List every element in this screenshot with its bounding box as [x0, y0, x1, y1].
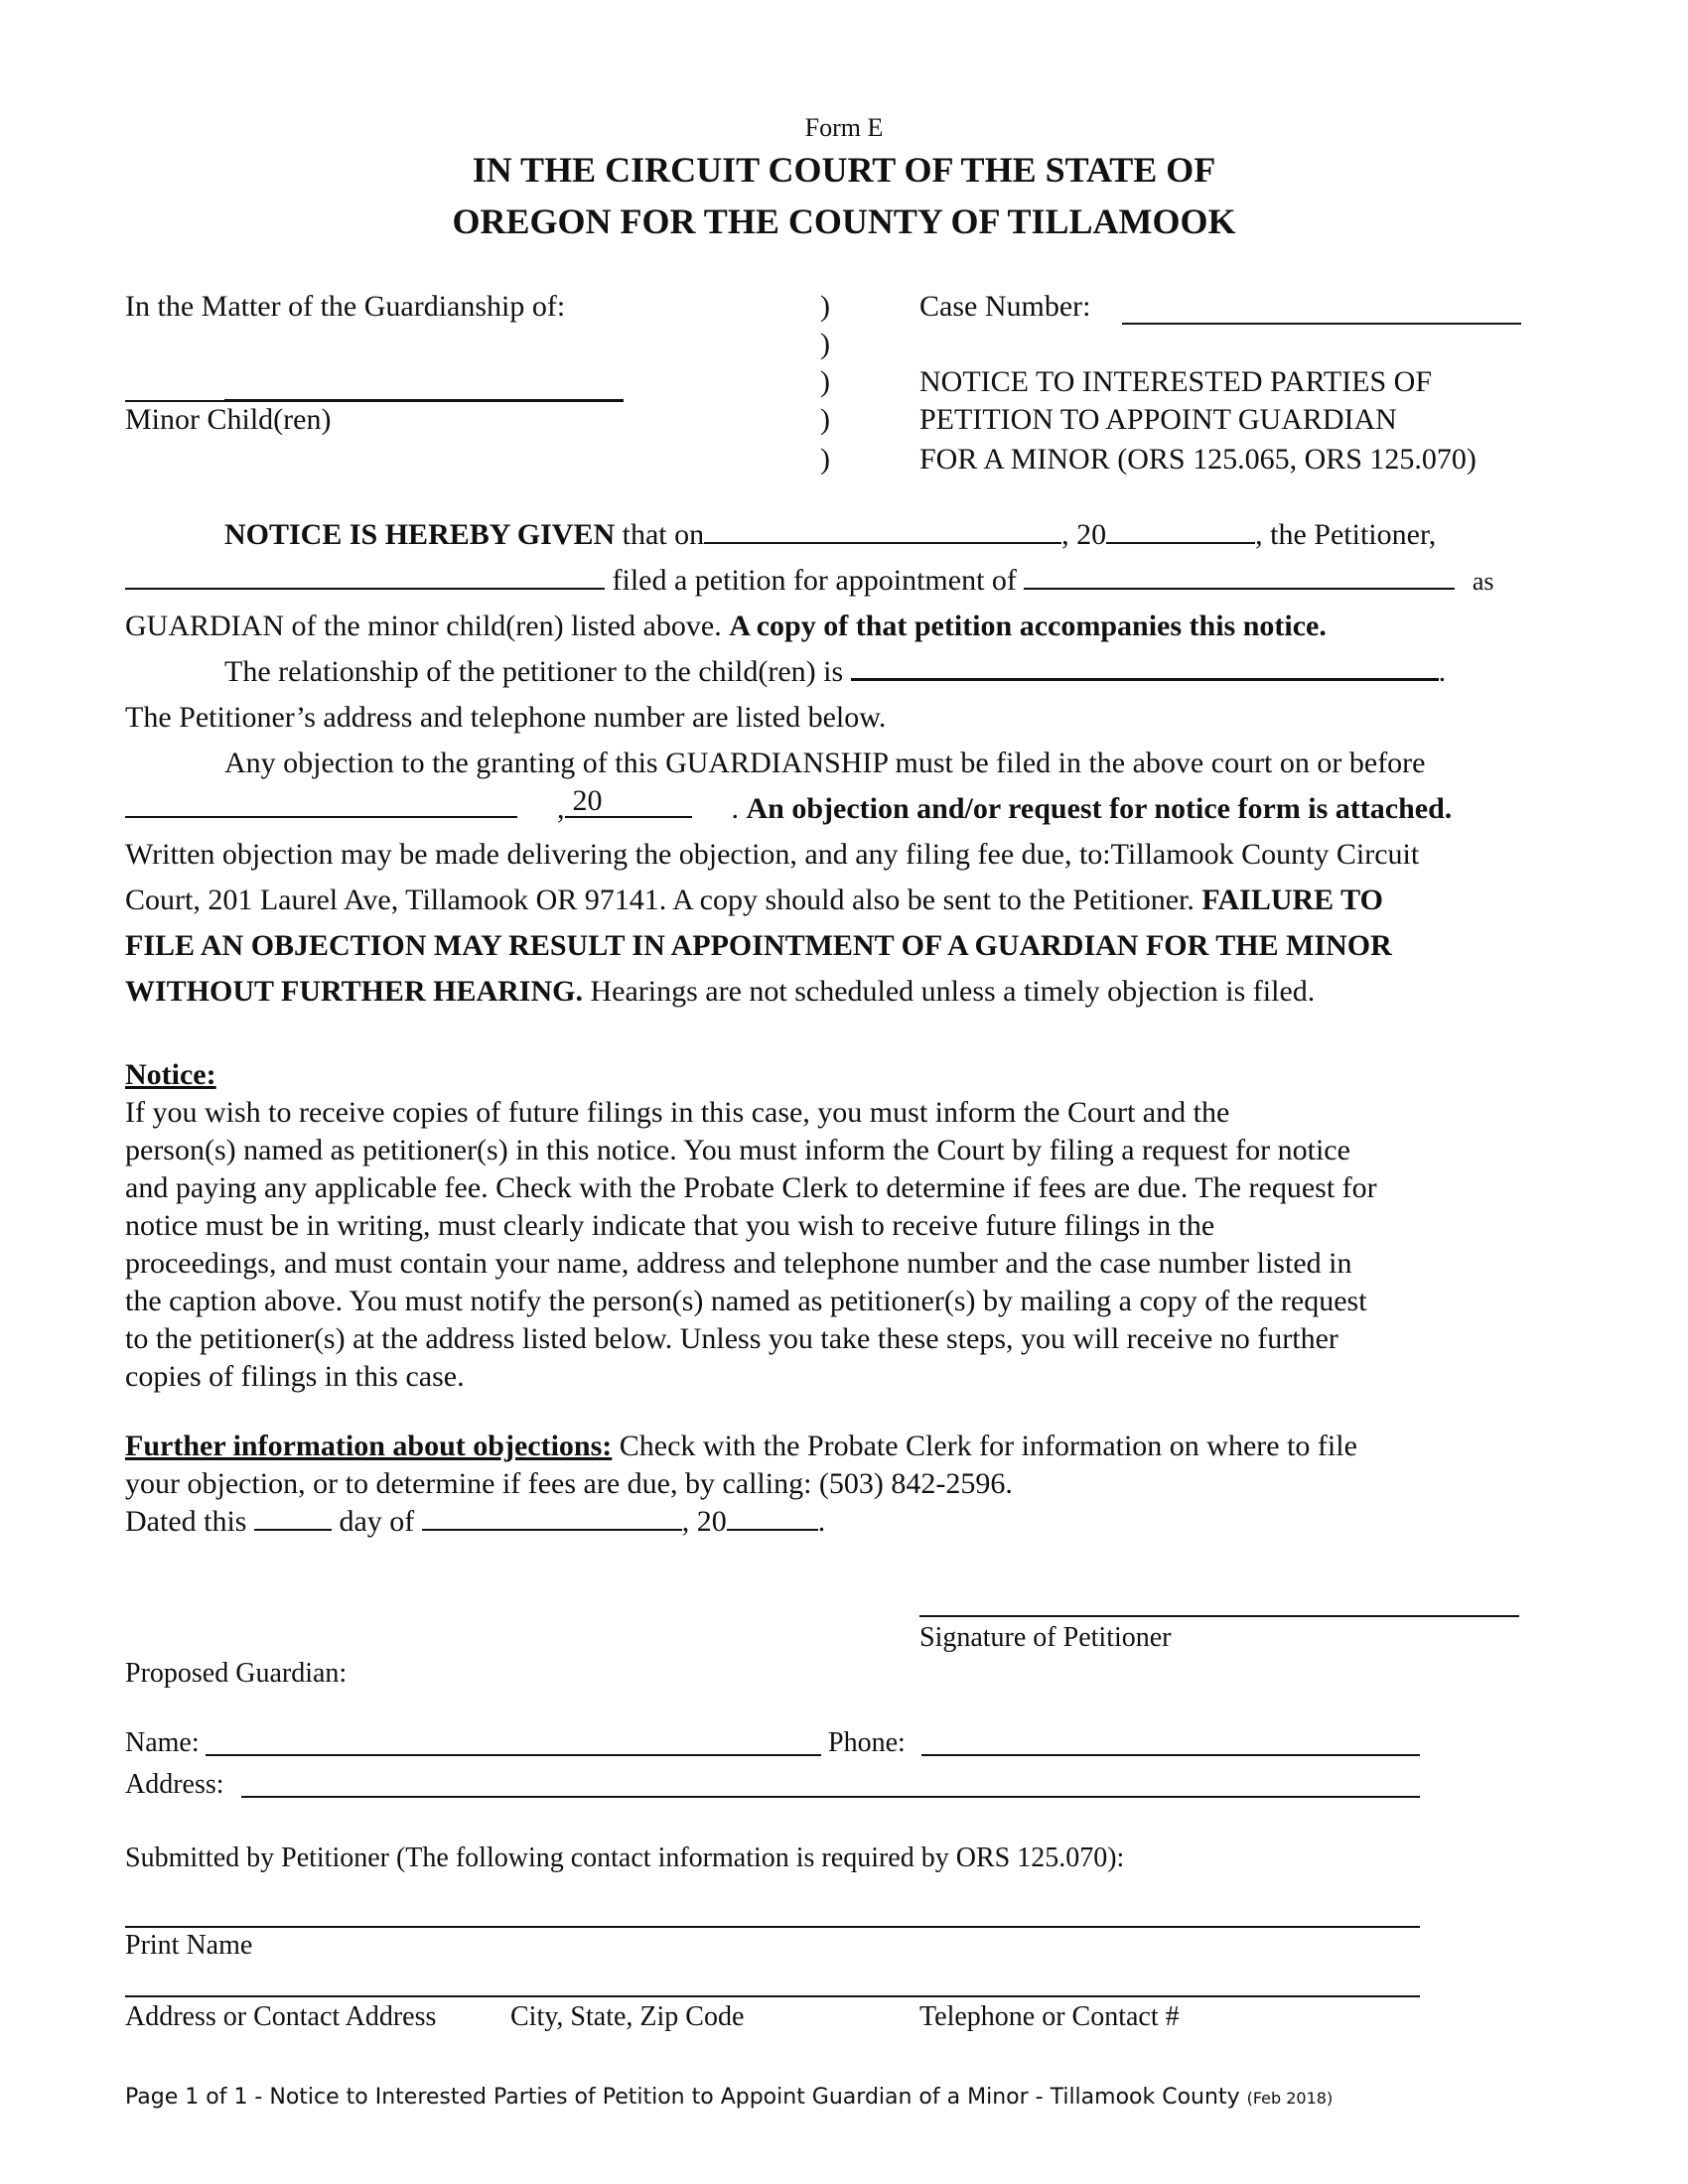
footer-text: Page 1 of 1 - Notice to Interested Parties of Petition to Appoint Guardian of a Minor - Tillamook County	[125, 2085, 1240, 2110]
notice-heading: Notice:	[125, 1058, 216, 1091]
petitioner-signature-field[interactable]	[919, 1615, 1519, 1617]
city-state-zip-label: City, State, Zip Code	[510, 2001, 745, 2032]
guardian-address-field[interactable]	[241, 1796, 1420, 1798]
comma: ,	[557, 792, 565, 825]
further-heading: Further information about objections:	[125, 1430, 613, 1462]
notice-paragraph-line: person(s) named as petitioner(s) in this notice. You must inform the Court by filing a request for notice	[125, 1134, 1350, 1166]
failure-to: FAILURE TO	[1201, 884, 1383, 916]
page-footer	[125, 2085, 1333, 2110]
as-text: as	[1472, 567, 1494, 596]
year-prefix: , 20	[1061, 518, 1107, 551]
minor-name-field[interactable]	[224, 399, 624, 402]
without-hearing: WITHOUT FURTHER HEARING.	[125, 975, 583, 1008]
notice-line-7	[125, 784, 1453, 826]
address-note: The Petitioner’s address and telephone number are listed below.	[125, 701, 887, 734]
caption-paren: )	[820, 365, 830, 398]
written-objection: Written objection may be made delivering the objection, and any filing fee due, to:Tillamook County Circuit	[125, 838, 1420, 871]
form-label: Form E	[804, 113, 884, 142]
notice-paragraph-line: to the petitioner(s) at the address listed below. Unless you take these steps, you will receive no further	[125, 1322, 1338, 1355]
notice-line-2	[125, 564, 1494, 598]
petitioner-name-field[interactable]	[125, 587, 605, 590]
notice-paragraph-line: copies of filings in this case.	[125, 1360, 465, 1393]
address-contact-label: Address or Contact Address	[125, 2001, 437, 2032]
minor-name-line-light	[125, 400, 224, 402]
filing-date-field[interactable]	[704, 541, 1061, 544]
address-label: Address:	[125, 1769, 224, 1800]
notice-paragraph-line: and paying any applicable fee. Check with the Probate Clerk to determine if fees are due. The request for	[125, 1171, 1377, 1204]
notice-line-1	[224, 518, 1436, 552]
petitioner-text: , the Petitioner,	[1255, 518, 1437, 551]
notice-line-4	[224, 655, 1446, 689]
dated-this: Dated this	[125, 1505, 247, 1538]
notice-paragraph-line: notice must be in writing, must clearly indicate that you wish to receive future filings in the	[125, 1209, 1215, 1242]
case-number-label: Case Number:	[919, 290, 1091, 323]
notice-line-3	[125, 610, 1327, 643]
telephone-label: Telephone or Contact #	[919, 2001, 1180, 2032]
dated-line	[125, 1505, 825, 1539]
day-of: day of	[339, 1505, 415, 1538]
guardian-phone-field[interactable]	[921, 1754, 1420, 1756]
notice-paragraph-line: the caption above. You must notify the person(s) named as petitioner(s) by mailing a copy of the request	[125, 1285, 1367, 1317]
further-line-1	[125, 1430, 1357, 1463]
relationship-field[interactable]	[851, 677, 1439, 681]
notice-line-11	[125, 975, 1315, 1009]
hearings-text: Hearings are not scheduled unless a timely objection is filed.	[590, 975, 1316, 1008]
further-line-2: your objection, or to determine if fees are due, by calling: (503) 842-2596.	[125, 1467, 1013, 1500]
matter-label: In the Matter of the Guardianship of:	[125, 290, 566, 323]
objection-year-field[interactable]	[565, 784, 692, 818]
submitted-label: Submitted by Petitioner (The following contact information is required by ORS 125.070):	[125, 1843, 1125, 1873]
relationship-end: .	[1438, 655, 1447, 688]
caption-paren: )	[820, 328, 830, 360]
phone-label: Phone:	[828, 1727, 906, 1758]
proposed-guardian-field[interactable]	[1024, 587, 1455, 590]
notice-paragraph-line: proceedings, and must contain your name, address and telephone number and the case number listed in	[125, 1247, 1352, 1280]
court-address: Court, 201 Laurel Ave, Tillamook OR 97141. A copy should also be sent to the Petitioner.	[125, 884, 1195, 916]
guardian-name-field[interactable]	[206, 1754, 821, 1756]
notice-title-2: PETITION TO APPOINT GUARDIAN	[919, 403, 1397, 436]
signature-label: Signature of Petitioner	[919, 1622, 1172, 1653]
that-on: that on	[622, 518, 705, 551]
objection-date-field[interactable]	[125, 815, 517, 818]
comma-20: , 20	[681, 1505, 727, 1538]
caption-paren: )	[820, 443, 830, 476]
caption-paren: )	[820, 290, 830, 323]
filed-text: filed a petition for appointment of	[612, 564, 1017, 597]
objection-text: Any objection to the granting of this GUARDIANSHIP must be filed in the above court on or before	[224, 747, 1426, 779]
notice-line-9	[125, 884, 1383, 917]
notice-given: NOTICE IS HEREBY GIVEN	[224, 518, 616, 551]
print-name-field[interactable]	[125, 1926, 1420, 1928]
relationship-text: The relationship of the petitioner to the child(ren) is	[224, 655, 844, 688]
name-label: Name:	[125, 1727, 200, 1758]
copy-accompanies: A copy of that petition accompanies this notice.	[729, 610, 1327, 642]
minor-label: Minor Child(ren)	[125, 403, 332, 436]
form-attached: An objection and/or request for notice form is attached.	[746, 792, 1453, 825]
dated-month-field[interactable]	[422, 1528, 682, 1531]
print-name-label: Print Name	[125, 1930, 253, 1961]
notice-paragraph-line: If you wish to receive copies of future filings in this case, you must inform the Court and the	[125, 1096, 1230, 1129]
notice-title-3: FOR A MINOR (ORS 125.065, ORS 125.070)	[919, 443, 1477, 476]
court-title-line-1: IN THE CIRCUIT COURT OF THE STATE OF	[472, 150, 1216, 190]
dated-year-field[interactable]	[727, 1528, 818, 1531]
dated-period: .	[817, 1505, 826, 1538]
footer-date: (Feb 2018)	[1246, 2089, 1334, 2108]
further-text: Check with the Probate Clerk for information on where to file	[619, 1430, 1357, 1462]
court-title-line-2: OREGON FOR THE COUNTY OF TILLAMOOK	[452, 202, 1236, 241]
notice-title-1: NOTICE TO INTERESTED PARTIES OF	[919, 365, 1433, 398]
failure-warning: FILE AN OBJECTION MAY RESULT IN APPOINTMENT OF A GUARDIAN FOR THE MINOR	[125, 929, 1392, 962]
period: .	[731, 792, 739, 825]
guardian-text: GUARDIAN of the minor child(ren) listed above.	[125, 610, 722, 642]
year-20: 20	[572, 784, 603, 817]
caption-paren: )	[820, 403, 830, 436]
proposed-guardian-label: Proposed Guardian:	[125, 1658, 348, 1689]
contact-address-field[interactable]	[125, 1995, 1420, 1997]
filing-year-field[interactable]	[1106, 541, 1255, 544]
case-number-field[interactable]	[1122, 323, 1521, 325]
dated-day-field[interactable]	[254, 1528, 332, 1531]
